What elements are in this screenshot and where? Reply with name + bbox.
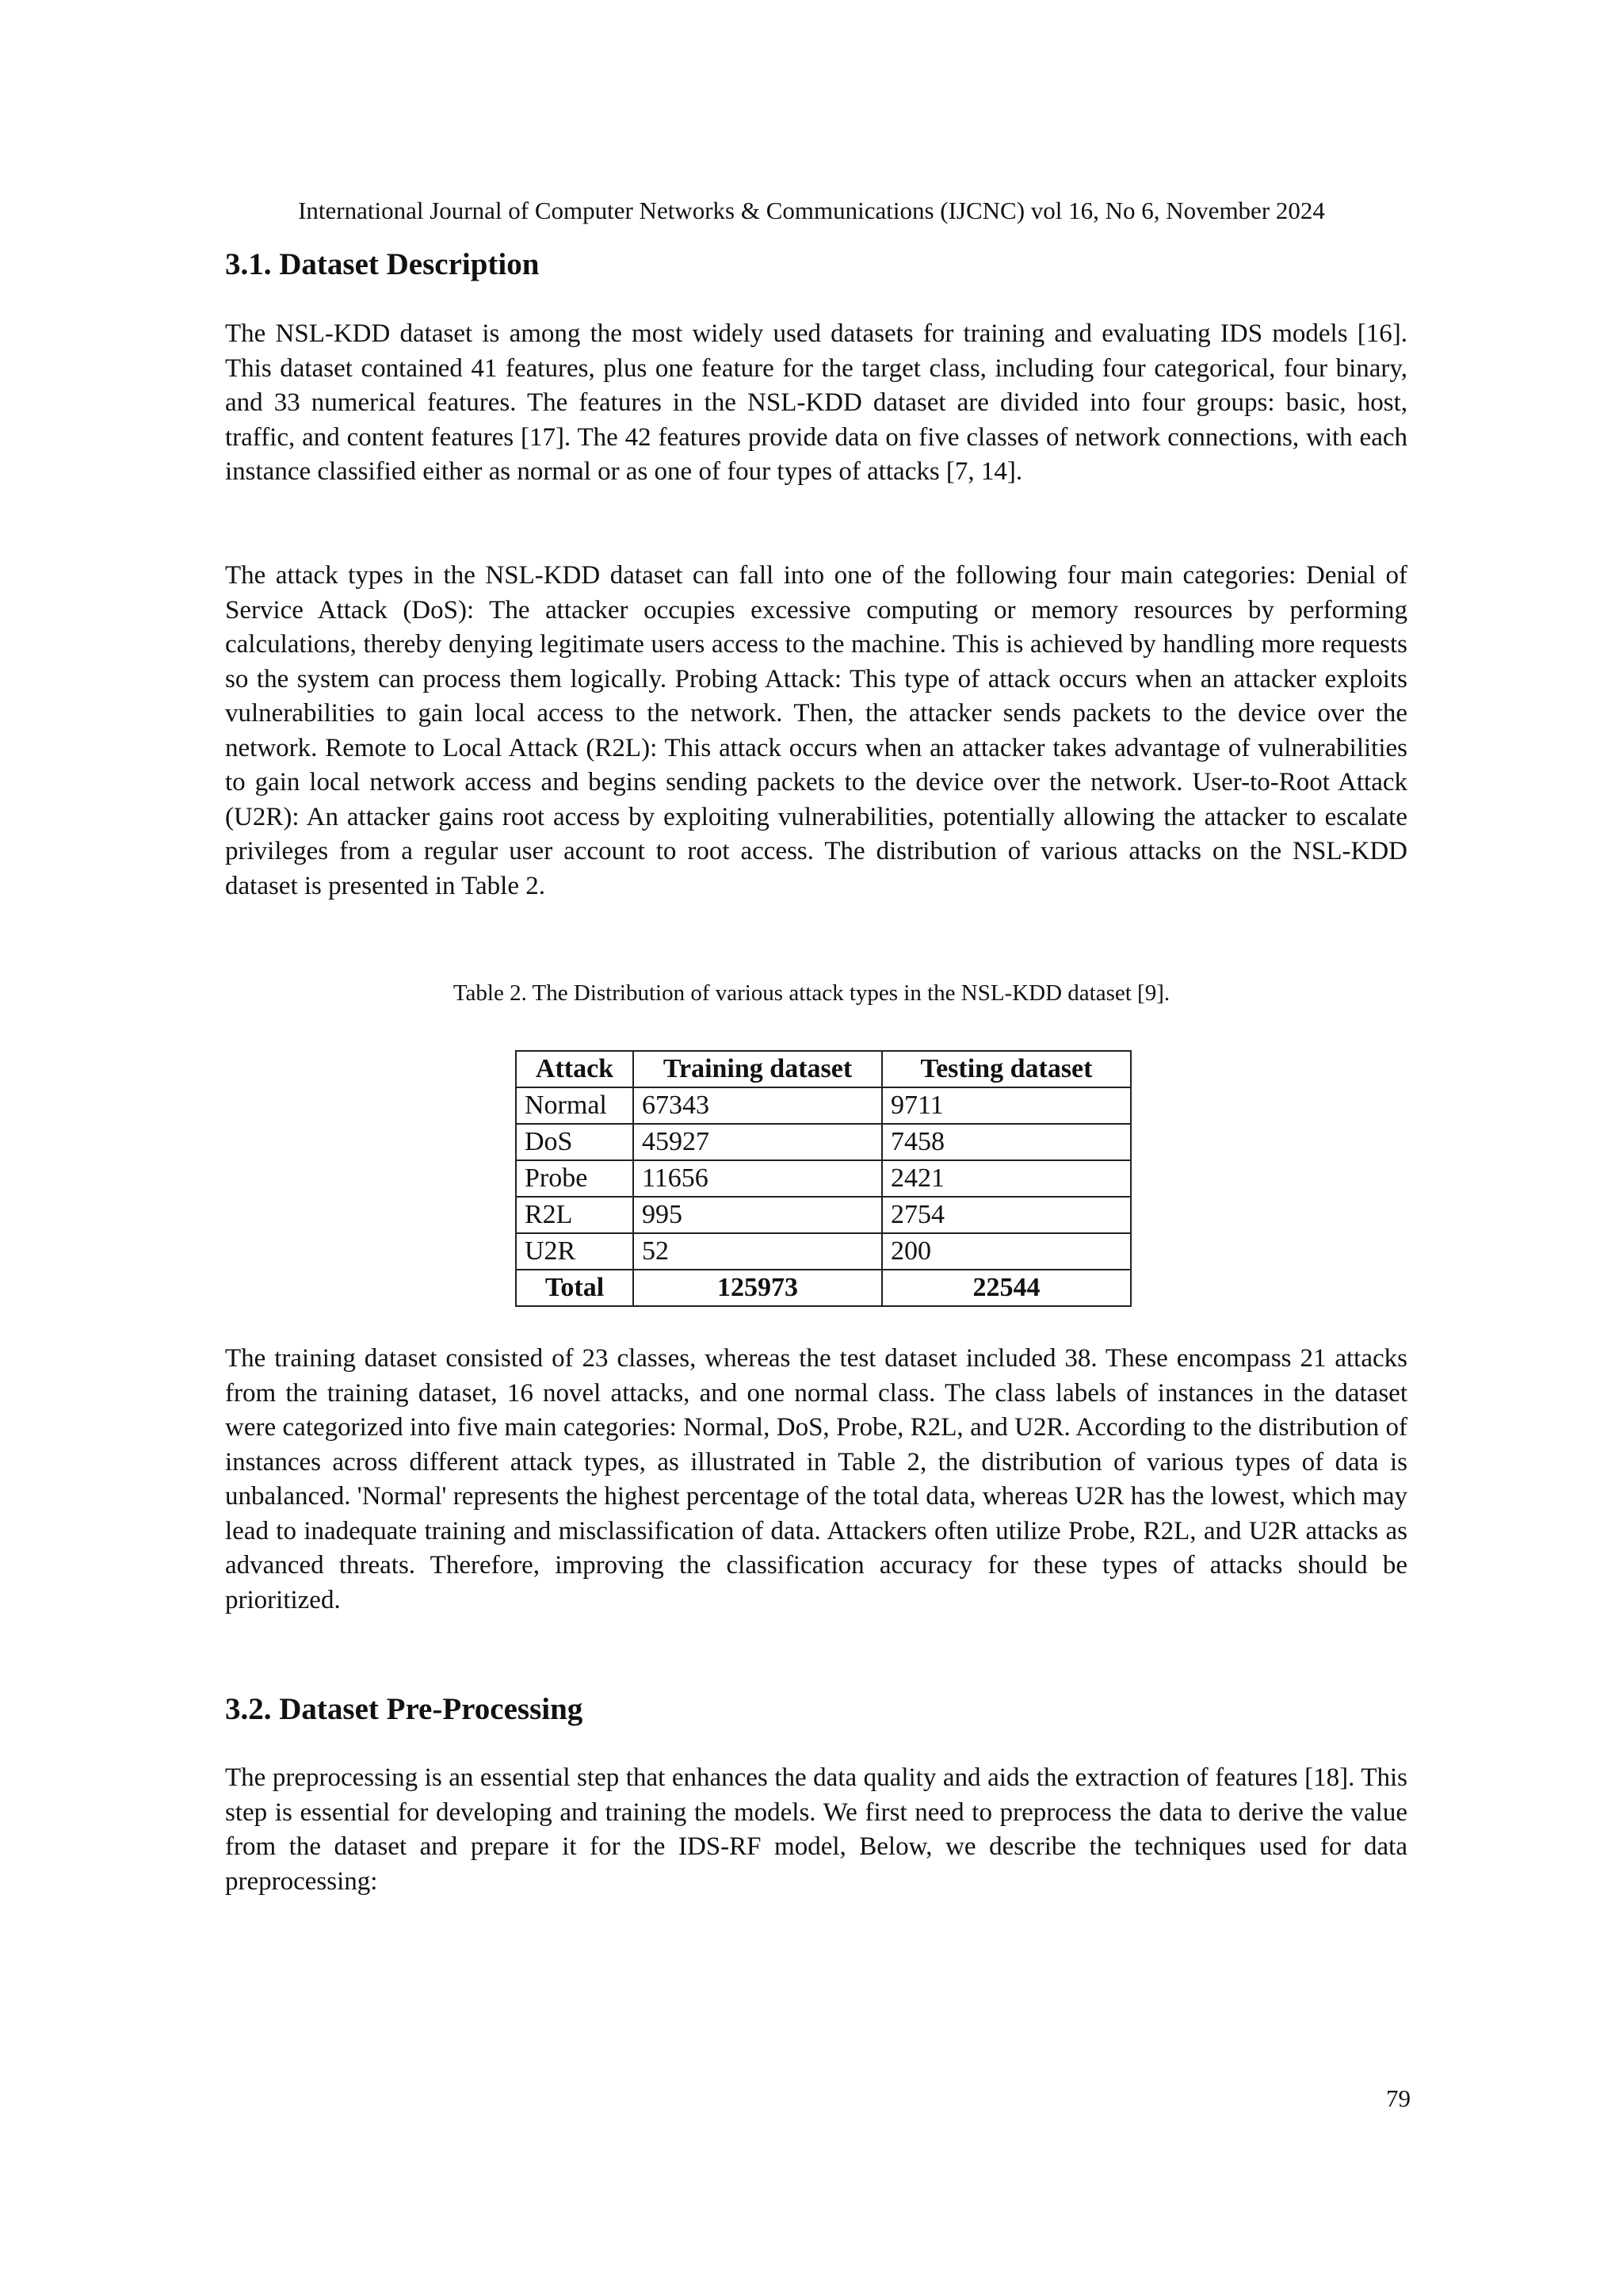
table-cell: 125973: [633, 1270, 882, 1306]
table-header-row: [516, 1051, 1131, 1087]
table-row: [516, 1087, 1131, 1124]
section-heading-preprocessing: 3.2. Dataset Pre-Processing: [225, 1692, 583, 1726]
table-caption: Table 2. The Distribution of various attack types in the NSL-KDD dataset [9].: [453, 980, 1170, 1006]
table-header-cell: Testing dataset: [882, 1051, 1131, 1087]
paragraph-class-distribution: The training dataset consisted of 23 classes, whereas the test dataset included 38. These encompass 21 attacks from the training dataset, 16 novel attacks, and one normal class. The class labels of instances in the dataset were categorized into five main categories: Normal, DoS, Probe, R2L, and U2R. According to the distribution of instances across different attack types, as illustrated in Table 2, the distribution of various types of data is unbalanced. 'Normal' represents the highest percentage of the total data, whereas U2R has the lowest, which may lead to inadequate training and misclassification of data. Attackers often utilize Probe, R2L, and U2R attacks as advanced threats. Therefore, improving the classification accuracy for these types of attacks should be prioritized.: [225, 1344, 1407, 1614]
table-cell: 45927: [633, 1124, 882, 1160]
table-header-cell: Training dataset: [633, 1051, 882, 1087]
table-cell: 200: [882, 1233, 1131, 1270]
table-row: [516, 1160, 1131, 1197]
attack-distribution-table: [515, 1050, 1132, 1307]
table-cell: 22544: [882, 1270, 1131, 1306]
section-heading-dataset-description: 3.1. Dataset Description: [225, 247, 540, 281]
table-cell: DoS: [516, 1124, 633, 1160]
table-cell: 7458: [882, 1124, 1131, 1160]
table-cell: R2L: [516, 1197, 633, 1233]
table-cell: 52: [633, 1233, 882, 1270]
table-total-row: [516, 1270, 1131, 1306]
table-cell: 67343: [633, 1087, 882, 1124]
paragraph-dataset-intro: The NSL-KDD dataset is among the most widely used datasets for training and evaluating IDS models [16]. This dataset contained 41 features, plus one feature for the target class, including four categorical, four binary, and 33 numerical features. The features in the NSL-KDD dataset are divided into four groups: basic, host, traffic, and content features [17]. The 42 features provide data on five classes of network connections, with each instance classified either as normal or as one of four types of attacks [7, 14].: [225, 319, 1407, 486]
paragraph-preprocessing: The preprocessing is an essential step that enhances the data quality and aids the extraction of features [18]. This step is essential for developing and training the models. We first need to preprocess the data to derive the value from the dataset and prepare it for the IDS-RF model, Below, we describe the techniques used for data preprocessing:: [225, 1763, 1407, 1896]
table-row: [516, 1233, 1131, 1270]
table-header-cell: Attack: [516, 1051, 633, 1087]
table-cell: Normal: [516, 1087, 633, 1124]
table-cell: Probe: [516, 1160, 633, 1197]
page-number: 79: [1386, 2084, 1411, 2112]
table-cell: 11656: [633, 1160, 882, 1197]
table-row: [516, 1124, 1131, 1160]
table-cell: 9711: [882, 1087, 1131, 1124]
table-cell: 2421: [882, 1160, 1131, 1197]
table-cell: U2R: [516, 1233, 633, 1270]
table-cell: 2754: [882, 1197, 1131, 1233]
table-cell: Total: [516, 1270, 633, 1306]
journal-header: International Journal of Computer Networks & Communications (IJCNC) vol 16, No 6, November 2024: [298, 197, 1325, 224]
paragraph-attack-types: The attack types in the NSL-KDD dataset can fall into one of the following four main categories: Denial of Service Attack (DoS): The attacker occupies excessive computing or memory resources by performing calculations, thereby denying legitimate users access to the machine. This is achieved by handling more requests so the system can process them logically. Probing Attack: This type of attack occurs when an attacker exploits vulnerabilities to gain local access to the network. Then, the attacker sends packets to the device over the network. Remote to Local Attack (R2L): This attack occurs when an attacker takes advantage of vulnerabilities to gain local network access and begins sending packets to the device over the network. User-to-Root Attack (U2R): An attacker gains root access by exploiting vulnerabilities, potentially allowing the attacker to escalate privileges from a regular user account to root access. The distribution of various attacks on the NSL-KDD dataset is presented in Table 2.: [225, 561, 1407, 900]
table-row: [516, 1197, 1131, 1233]
table-cell: 995: [633, 1197, 882, 1233]
